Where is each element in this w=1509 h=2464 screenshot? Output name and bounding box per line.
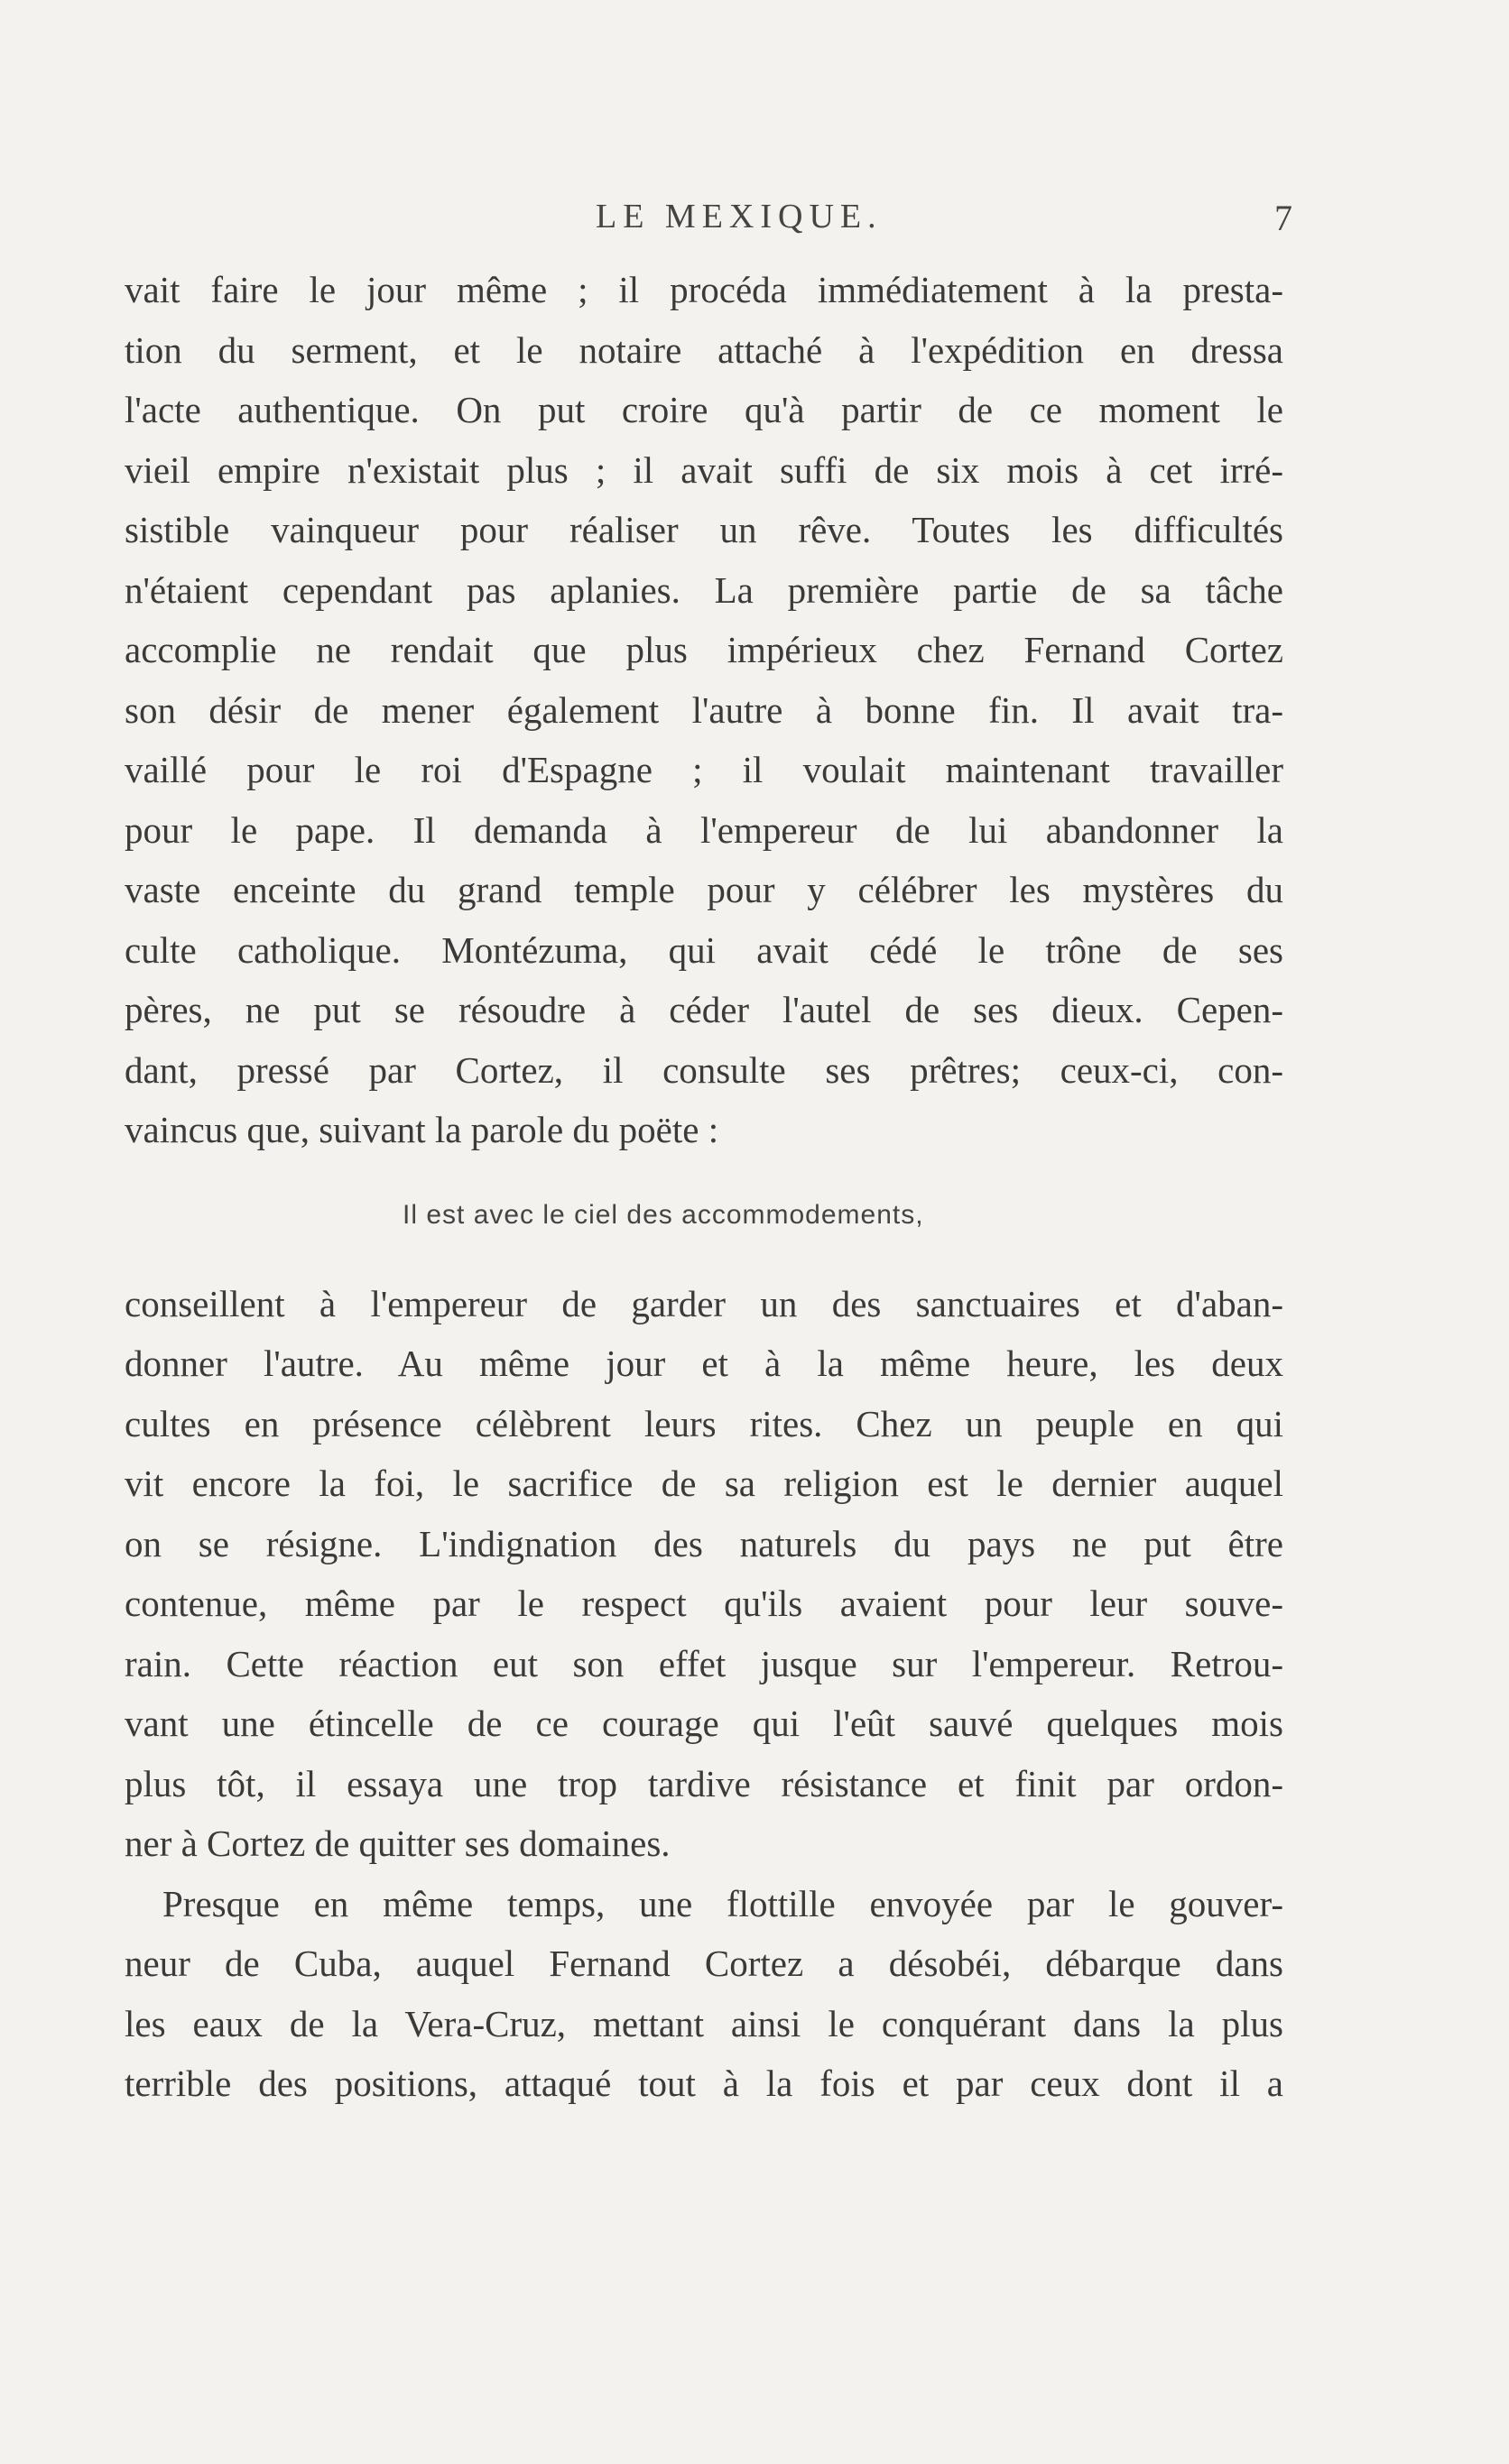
text-line: terrible des positions, attaqué tout à la fois et par ceux dont il a <box>125 2063 1283 2104</box>
text-line: vaillé pour le roi d'Espagne ; il voulait maintenant travailler <box>125 749 1283 790</box>
text-line: vant une étincelle de ce courage qui l'eût sauvé quelques mois <box>125 1703 1283 1744</box>
paragraph-3 <box>125 1874 1283 2114</box>
page-number: 7 <box>1274 198 1292 238</box>
paragraph-1 <box>125 260 1283 1160</box>
text-line: son désir de mener également l'autre à bonne fin. Il avait tra- <box>125 688 1283 731</box>
running-head: LE MEXIQUE. <box>596 198 883 235</box>
text-line: vait faire le jour même ; il procéda immédiatement à la presta- <box>125 269 1283 310</box>
text-line: vaste enceinte du grand temple pour y célébrer les mystères du <box>125 869 1283 910</box>
page-header <box>0 197 1509 242</box>
text-line: tion du serment, et le notaire attaché à l'expédition en dressa <box>125 328 1283 371</box>
text-line: n'étaient cependant pas aplanies. La première partie de sa tâche <box>125 568 1283 611</box>
text-line: dant, pressé par Cortez, il consulte ses prêtres; ceux-ci, con- <box>125 1048 1283 1091</box>
text-line: culte catholique. Montézuma, qui avait cédé le trône de ses <box>125 928 1283 971</box>
verse-quote: Il est avec le ciel des accommodements, <box>403 1199 924 1230</box>
text-line: rain. Cette réaction eut son effet jusque sur l'empereur. Retrou- <box>125 1642 1283 1684</box>
text-line: contenue, même par le respect qu'ils avaient pour leur souve- <box>125 1583 1283 1624</box>
text-line: ner à Cortez de quitter ses domaines. <box>125 1823 671 1864</box>
text-line: les eaux de la Vera-Cruz, mettant ainsi le conquérant dans la plus <box>125 2002 1283 2044</box>
text-line: pères, ne put se résoudre à céder l'autel de ses dieux. Cepen- <box>125 989 1283 1030</box>
text-line: vit encore la foi, le sacrifice de sa religion est le dernier auquel <box>125 1463 1283 1504</box>
text-line: conseillent à l'empereur de garder un des sanctuaires et d'aban- <box>125 1282 1283 1324</box>
text-line: plus tôt, il essaya une trop tardive résistance et finit par ordon- <box>125 1762 1283 1804</box>
text-line: cultes en présence célèbrent leurs rites. Chez un peuple en qui <box>125 1402 1283 1444</box>
text-line: l'acte authentique. On put croire qu'à partir de ce moment le <box>125 389 1283 430</box>
text-line: vieil empire n'existait plus ; il avait suffi de six mois à cet irré- <box>125 448 1283 491</box>
text-line: vaincus que, suivant la parole du poëte : <box>125 1109 719 1150</box>
text-line: accomplie ne rendait que plus impérieux chez Fernand Cortez <box>125 629 1283 670</box>
text-line: Presque en même temps, une flottille envoyée par le gouver- <box>162 1882 1283 1924</box>
paragraph-2 <box>125 1274 1283 1874</box>
text-line: sistible vainqueur pour réaliser un rêve. Toutes les difficultés <box>125 509 1283 550</box>
text-line: on se résigne. L'indignation des naturels du pays ne put être <box>125 1522 1283 1564</box>
text-line: donner l'autre. Au même jour et à la même heure, les deux <box>125 1343 1283 1384</box>
text-line: pour le pape. Il demanda à l'empereur de lui abandonner la <box>125 808 1283 851</box>
text-line: neur de Cuba, auquel Fernand Cortez a désobéi, débarque dans <box>125 1943 1283 1984</box>
body-text <box>125 260 1283 2114</box>
